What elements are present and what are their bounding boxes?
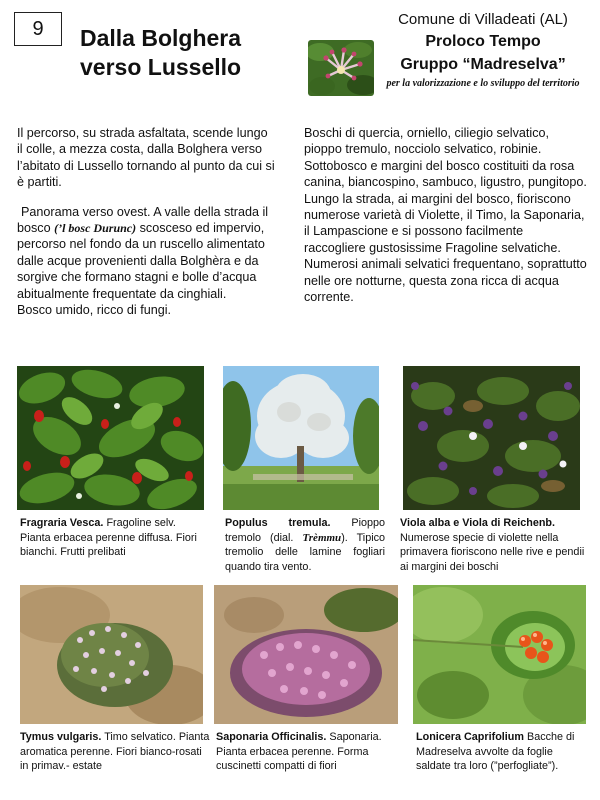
caption-lonicera [416,730,590,774]
title-line-1: Dalla Bolghera [80,25,242,51]
strawberry-photo [17,366,204,510]
caption-populus-name: Populus tremula. [225,517,331,529]
honeysuckle-berries-photo [413,585,586,724]
left-paragraph-2 [17,204,275,319]
proloco-name: Proloco Tempo [425,33,541,50]
caption-viola-text: Numerose specie di violette nella primavera fioriscono nelle rive e pendii ai margini dei boschi [400,531,585,573]
caption-populus-dialect: Trèmmu [302,531,342,544]
left-p2-start: Panorama verso ovest. A valle della strada il bosco [17,204,269,236]
thyme-photo [20,585,203,724]
caption-fragraria [20,516,206,560]
caption-lonicera-text: Bacche di Madreselva avvolte da foglie saldate tra loro (”perfogliate”). [416,731,575,773]
page-number: 9 [32,17,44,40]
title-line-2: verso Lussello [80,54,242,80]
caption-tymus [20,730,210,774]
caption-viola [400,516,588,574]
poplar-tree-photo [223,366,379,510]
left-paragraph-3: Bosco umido, ricco di fungi. [17,303,171,318]
caption-saponaria-name: Saponaria Officinalis. [216,731,327,743]
caption-tymus-name: Tymus vulgaris. [20,731,102,743]
page-number-box [14,12,62,46]
left-paragraph-1: Il percorso, su strada asfaltata, scende lungo il colle, a mezza costa, dalla Bolghera verso l’abitato di Lussello tornando al punto da cui si è partiti. [17,126,275,190]
caption-lonicera-name: Lonicera Caprifolium [416,731,524,743]
left-text-column [17,125,275,331]
honeysuckle-flower-photo [308,40,374,96]
caption-saponaria-text: Saponaria. Pianta erbacea perenne. Forma cuscinetti compatti di fiori [216,731,382,773]
caption-populus-text-after: ). Tipico tremolio delle lamine fogliari quando tira vento. [225,531,386,573]
saponaria-photo [214,585,398,724]
caption-fragraria-text: Fragoline selv. Pianta erbacea perenne diffusa. Fiori bianchi. Frutti prelibati [20,517,197,559]
comune-name: Comune di Villadeati (AL) [398,11,568,28]
violet-flowers-photo [403,366,580,510]
gruppo-name: Gruppo “Madreselva” [400,56,566,73]
organization-block [372,10,594,90]
caption-populus [225,516,385,574]
left-p2-end: scosceso ed impervio, percorso nel fondo da un ruscello alimentato dalle acque provenienti dalla Bolghèra e da sorgive che formano stagni e bolle d’acqua abitualmente frequentate da cinghiali. [17,221,265,301]
dialect-bosc-durunc: (’l bosc Durunc) [54,221,137,236]
caption-populus-text-before: Pioppo tremolo (dial. [225,517,385,544]
org-subtitle: per la valorizzazione e lo sviluppo del territorio [386,78,580,89]
page-title [80,24,290,82]
caption-tymus-text: Timo selvatico. Pianta aromatica perenne. Fiori bianco-rosati in primav.- estate [20,731,210,773]
caption-viola-name: Viola alba e Viola di Reichenb. [400,517,556,529]
caption-saponaria [216,730,402,774]
right-paragraph: Boschi di quercia, orniello, ciliegio selvatico, pioppo tremulo, nocciolo selvatico, robinie. Sottobosco e margini del bosco costituiti da rosa canina, biancospino, sambuco, ligustro, pungitopo. Lungo la strada, ai margini del bosco, fioriscono numerose varietà di Violette, il Timo, la Saponaria, il Lampascione e si possono facilmente raccogliere gustosissime Fragoline selvatiche. Numerosi animali selvatici frequentano, soprattutto nelle ore notturne, questa zona ricca di acqua corrente. [304,126,587,305]
caption-fragraria-name: Fragraria Vesca. [20,517,104,529]
right-text-column [304,125,588,318]
